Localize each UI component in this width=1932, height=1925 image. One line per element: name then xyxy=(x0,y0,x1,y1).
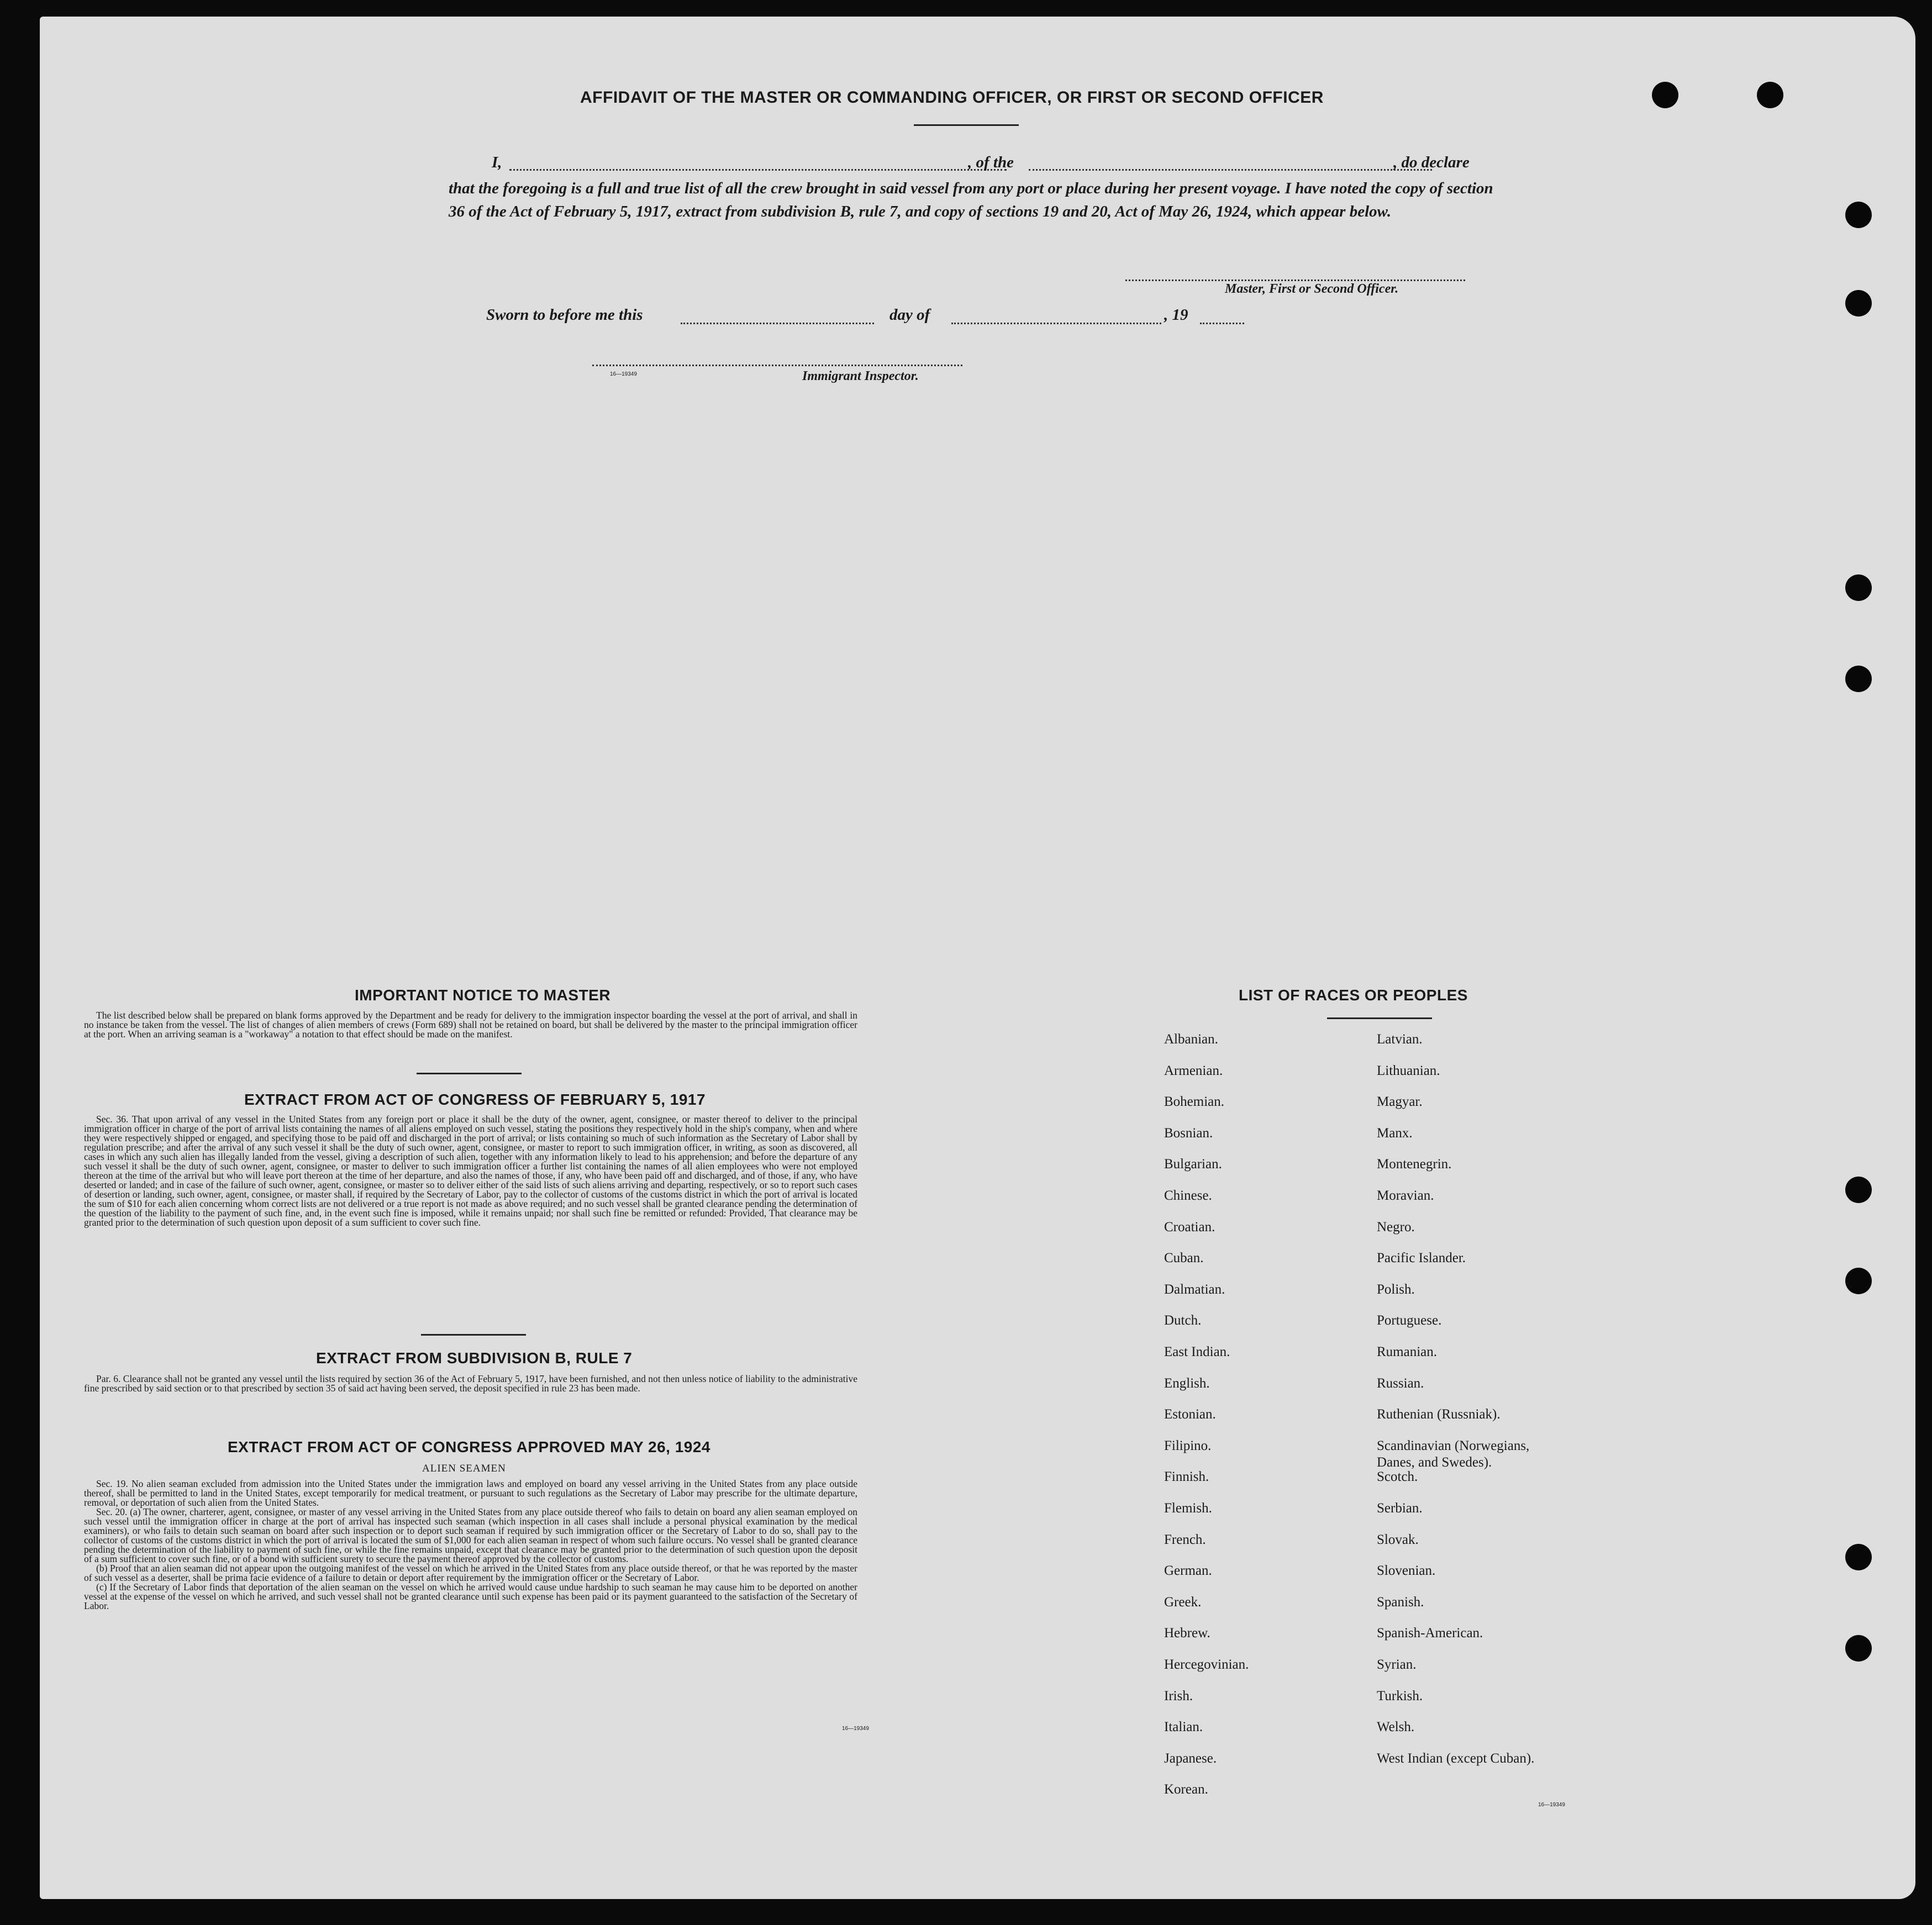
sworn-label: Sworn to before me this xyxy=(486,306,643,324)
race-item: Korean. xyxy=(1164,1782,1208,1797)
rule7-block xyxy=(84,1374,857,1393)
punch-hole-9 xyxy=(1845,1544,1872,1570)
race-item: Latvian. xyxy=(1377,1032,1423,1047)
alien-seamen-subtitle: ALIEN SEAMEN xyxy=(422,1463,506,1474)
sec19-text: Sec. 19. No alien seaman excluded from admission into the United States under the immigration laws and employed on board any vessel arriving in the United States from any place outside thereof, shall be permitted to land in the United States, except temporarily for medical treatment, or pursuant to such regulations as the Secretary of Labor may prescribe for the ultimate departure, removal, or deportation of such alien from the United States. xyxy=(84,1478,857,1508)
race-item: Estonian. xyxy=(1164,1407,1216,1422)
race-item: Bohemian. xyxy=(1164,1094,1225,1110)
punch-hole-6 xyxy=(1845,666,1872,692)
extract-1924-title: EXTRACT FROM ACT OF CONGRESS APPROVED MAY 26, 1924 xyxy=(228,1438,710,1455)
race-item: Cuban. xyxy=(1164,1251,1204,1266)
race-item: Slovak. xyxy=(1377,1532,1419,1547)
race-item: Spanish-American. xyxy=(1377,1626,1483,1641)
race-item: English. xyxy=(1164,1375,1210,1391)
race-item: Russian. xyxy=(1377,1375,1424,1391)
sec20b-text: (b) Proof that an alien seaman did not appear upon the outgoing manifest of the vessel on which he arrived in the United States from any place outside thereof, or that he was reported by the master of such vessel as a deserter, shall be prima facie evidence of a failure to detain or deport after requirement by the immigration officer or the Secretary of Labor. xyxy=(84,1563,857,1583)
affidavit-paragraph: that the foregoing is a full and true list of all the crew brought in said vessel from any port or place during her present voyage. I have noted the copy of section 36 of the Act of February 5, 1917, extract from subdivision B, rule 7, and copy of sections 19 and 20, Act of May 26, 1924, which appear below. xyxy=(449,180,1493,220)
punch-hole-2 xyxy=(1757,82,1783,108)
race-item: Slovenian. xyxy=(1377,1563,1436,1579)
extract-form-number: 16—19349 xyxy=(842,1726,869,1732)
rule7-text: Par. 6. Clearance shall not be granted any vessel until the lists required by section 36 of the Act of February 5, 1917, have been furnished, and not then unless notice of liability to the administrative fine prescribed by said section or to that prescribed by section 35 of said act having been served, the deposit specified in rule 23 has been made. xyxy=(84,1373,857,1394)
race-item: Albanian. xyxy=(1164,1032,1218,1047)
race-item: East Indian. xyxy=(1164,1344,1230,1359)
affidavit-form-number: 16—19349 xyxy=(610,371,637,377)
race-item: Polish. xyxy=(1377,1281,1415,1297)
extract-1917-text: Sec. 36. That upon arrival of any vessel in the United States from any foreign port or place it shall be the duty of the owner, agent, consignee, or master thereof to deliver to the principal immigration officer in charge of the port of arrival lists containing the names of all aliens employed on such vessel, stating the positions they respectively hold in the ship's company, when and where they were respectively shipped or engaged, and specifying those to be paid off and discharged in the port of arrival; or lists containing so much of such information as the Secretary of Labor shall by regulation prescribe; and after the arrival of any such vessel it shall be the duty of such owner, agent, consignee, or master to report to such immigration officer, in writing, as soon as discovered, all cases in which any such alien has illegally landed from the vessel, giving a description of such alien, together with any information likely to lead to his apprehension; and before the departure of any such vessel it shall be the duty of such owner, agent, consignee, or master to deliver to such immigration officer a further list containing the names of all alien employees who were not employed thereon at the time of the arrival but who will leave port thereon at the time of her departure, and also the names of those, if any, who have been paid off and discharged, and of those, if any, who have deserted or landed; and in case of the failure of such owner, agent, consignee, or master so to deliver either of the said lists of such aliens arriving and departing, respectively, or so to report such cases of desertion or landing, such owner, agent, consignee, or master shall, if required by the Secretary of Labor, pay to the collector of customs of the customs district in which the port of arrival is located the sum of $10 for each alien concerning whom correct lists are not delivered or a true report is not made as above required; and no such vessel shall be granted clearance pending the determination of the question of the liability to the payment of such fine, and, in the event such fine is imposed, while it remains unpaid; nor shall such fine be remitted or refunded: Provided, That clearance may be granted prior to the determination of such question upon deposit of a sum sufficient to cover such fine. xyxy=(84,1114,857,1228)
document-page xyxy=(40,17,1915,1899)
extract-1917-rule xyxy=(421,1334,526,1336)
race-item: Bulgarian. xyxy=(1164,1157,1222,1172)
extract-1917-block xyxy=(84,1115,857,1227)
sworn-month-blank xyxy=(951,323,1161,324)
day-of-label: day of xyxy=(889,306,930,324)
affidavit-of-label: , of the xyxy=(968,154,1014,171)
race-item: Serbian. xyxy=(1377,1501,1423,1516)
sworn-year-blank xyxy=(1200,323,1244,324)
rule7-title: EXTRACT FROM SUBDIVISION B, RULE 7 xyxy=(316,1349,633,1367)
race-item: Danes, and Swedes). xyxy=(1377,1454,1492,1470)
race-item: West Indian (except Cuban). xyxy=(1377,1750,1535,1766)
extract-1917-title: EXTRACT FROM ACT OF CONGRESS OF FEBRUARY 5, 1917 xyxy=(244,1091,706,1108)
race-item: Moravian. xyxy=(1377,1188,1434,1203)
race-item: Bosnian. xyxy=(1164,1125,1213,1141)
race-item: Manx. xyxy=(1377,1125,1413,1141)
race-item: Filipino. xyxy=(1164,1438,1212,1453)
race-item: Scotch. xyxy=(1377,1469,1418,1485)
race-item: Italian. xyxy=(1164,1720,1203,1735)
notice-text-block xyxy=(84,1011,857,1039)
race-item: Flemish. xyxy=(1164,1501,1212,1516)
master-signature-line xyxy=(1125,279,1465,281)
race-item: Japanese. xyxy=(1164,1750,1217,1766)
race-item: Greek. xyxy=(1164,1594,1202,1610)
affidavit-i-label: I, xyxy=(492,154,502,171)
race-item: Irish. xyxy=(1164,1688,1193,1704)
race-item: Rumanian. xyxy=(1377,1344,1438,1359)
race-item: French. xyxy=(1164,1532,1206,1547)
punch-hole-3 xyxy=(1845,202,1872,228)
race-item: Croatian. xyxy=(1164,1219,1215,1235)
race-item: Pacific Islander. xyxy=(1377,1251,1466,1266)
race-item: Syrian. xyxy=(1377,1657,1417,1672)
punch-hole-1 xyxy=(1652,82,1678,108)
affidavit-vessel-blank xyxy=(1029,169,1432,171)
race-item: Armenian. xyxy=(1164,1063,1223,1078)
master-signature-label: Master, First or Second Officer. xyxy=(1225,282,1399,296)
sec20c-text: (c) If the Secretary of Labor finds that deportation of the alien seaman on the vessel on which he arrived would cause undue hardship to such seaman he may cause him to be deported on another vessel at the expense of the vessel on which he arrived, and such vessel shall not be granted clearance until such expense has been paid or its payment guaranteed to the satisfaction of the Secretary of Labor. xyxy=(84,1581,857,1611)
sec20a-text: Sec. 20. (a) The owner, charterer, agent, consignee, or master of any vessel arriving in the United States from any place outside thereof who fails to detain on board any alien seaman employed on such vessel until the immigration officer in charge at the port of arrival has inspected such seaman (which inspection in all cases shall include a personal physical examination by the medical examiners), or who fails to detain such seaman on board after such inspection or to deport such seaman if required by such immigration officer or the Secretary of Labor to do so, shall pay to the collector of customs of the customs district in which the port of arrival is located the sum of $1,000 for each alien seaman in respect of whom such failure occurs. No vessel shall be granted clearance pending the determination of the liability to payment of such fine, or while the fine remains unpaid, except that clearance may be granted prior to the determination of such question upon the deposit of a sum sufficient to cover such fine, or of a bond with sufficient surety to secure the payment thereof approved by the collector of customs. xyxy=(84,1506,857,1564)
punch-hole-8 xyxy=(1845,1268,1872,1294)
race-item: Dalmatian. xyxy=(1164,1281,1225,1297)
affidavit-title-rule xyxy=(914,124,1019,126)
race-item: Finnish. xyxy=(1164,1469,1209,1485)
race-item: Dutch. xyxy=(1164,1313,1202,1328)
race-item: Portuguese. xyxy=(1377,1313,1442,1328)
notice-text: The list described below shall be prepared on blank forms approved by the Department and be ready for delivery to the immigration inspector boarding the vessel at the port of arrival, and shall in no instance be taken from the vessel. The list of changes of alien members of crews (Form 689) shall not be retained on board, but shall be delivered by the master to the principal immigration officer at the port. When an arriving seaman is a "workaway" a notation to that effect should be made on the manifest. xyxy=(84,1010,857,1040)
race-item: Magyar. xyxy=(1377,1094,1423,1110)
affidavit-title: AFFIDAVIT OF THE MASTER OR COMMANDING OFFICER, OR FIRST OR SECOND OFFICER xyxy=(580,88,1324,107)
punch-hole-7 xyxy=(1845,1177,1872,1203)
affidavit-name-blank xyxy=(509,169,1007,171)
year-label: , 19 xyxy=(1164,306,1188,324)
race-item: Hercegovinian. xyxy=(1164,1657,1249,1672)
race-item: Lithuanian. xyxy=(1377,1063,1440,1078)
race-item: Spanish. xyxy=(1377,1594,1424,1610)
race-item: German. xyxy=(1164,1563,1212,1579)
race-item: Negro. xyxy=(1377,1219,1415,1235)
sworn-day-blank xyxy=(681,323,874,324)
punch-hole-10 xyxy=(1845,1635,1872,1662)
punch-hole-5 xyxy=(1845,574,1872,601)
race-item: Montenegrin. xyxy=(1377,1157,1452,1172)
notice-rule xyxy=(417,1073,522,1074)
races-title: LIST OF RACES OR PEOPLES xyxy=(1239,987,1468,1004)
race-item: Chinese. xyxy=(1164,1188,1212,1203)
race-item: Hebrew. xyxy=(1164,1626,1210,1641)
affidavit-declare-label: , do declare xyxy=(1393,154,1470,171)
punch-hole-4 xyxy=(1845,290,1872,317)
inspector-signature-line xyxy=(592,365,962,366)
race-item: Welsh. xyxy=(1377,1720,1415,1735)
extract-1924-block xyxy=(84,1479,857,1611)
races-form-number: 16—19349 xyxy=(1538,1802,1565,1808)
notice-title: IMPORTANT NOTICE TO MASTER xyxy=(355,987,611,1004)
race-item: Turkish. xyxy=(1377,1688,1423,1704)
race-item: Scandinavian (Norwegians, xyxy=(1377,1438,1530,1453)
inspector-label: Immigrant Inspector. xyxy=(802,369,919,383)
race-item: Ruthenian (Russniak). xyxy=(1377,1407,1501,1422)
races-title-rule xyxy=(1327,1017,1432,1019)
